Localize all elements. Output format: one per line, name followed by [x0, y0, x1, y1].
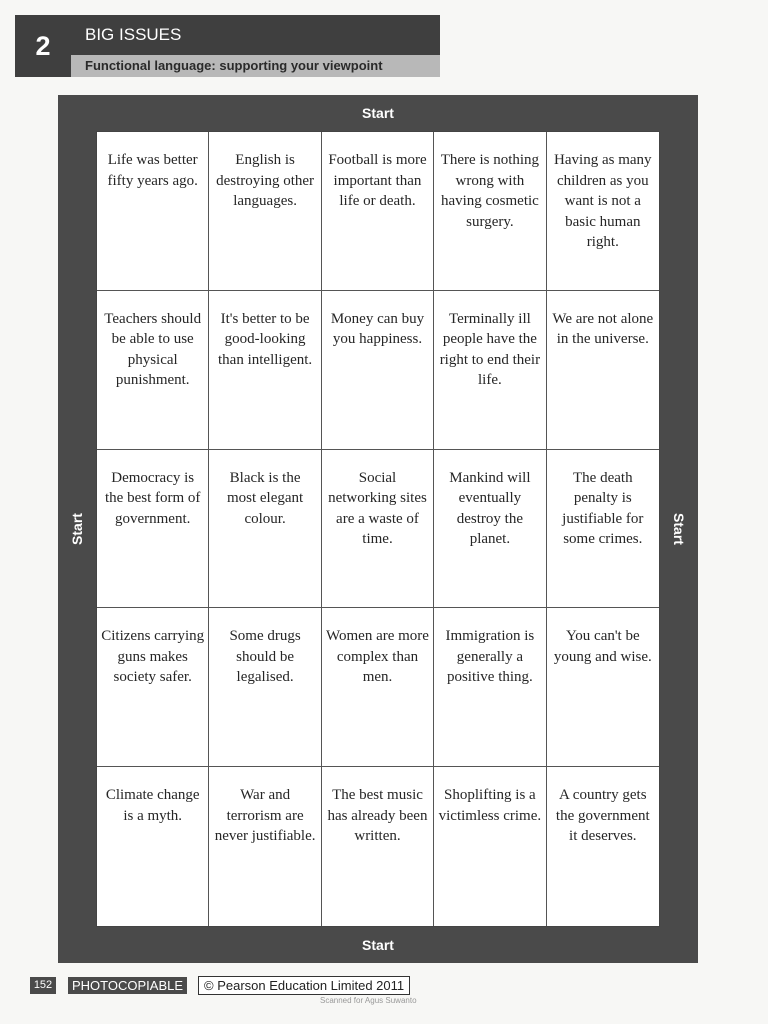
statement-text: We are not alone in the universe. [552, 310, 654, 348]
statement-cell [434, 767, 546, 926]
statement-cell [547, 132, 659, 291]
statement-text: Having as many children as you want is not a basic human right. [554, 152, 652, 250]
statement-cell [209, 291, 321, 450]
statement-text: Some drugs should be legalised. [229, 628, 301, 686]
start-label-right-text: Start [671, 513, 687, 545]
statement-cell [434, 291, 546, 450]
statement-cell [434, 608, 546, 767]
statement-text: Terminally ill people have the right to end their life. [439, 310, 541, 389]
statement-cell [547, 767, 659, 926]
statement-text: It's better to be good-looking than intelligent. [218, 310, 313, 368]
statement-text: Black is the most elegant colour. [226, 469, 304, 527]
start-label-left-text: Start [69, 513, 85, 545]
statement-text: Women are more complex than men. [326, 628, 429, 686]
statement-text: Football is more important than life or death. [328, 152, 427, 209]
statement-text: Teachers should be able to use physical punishment. [104, 310, 202, 389]
statement-cell [322, 291, 434, 450]
statement-cell [97, 291, 209, 450]
statement-text: Life was better fifty years ago. [107, 152, 198, 189]
start-label-right [660, 131, 698, 927]
statement-text: Democracy is the best form of government. [105, 469, 201, 527]
page-number: 152 [30, 977, 56, 994]
statement-text: Immigration is generally a positive thing. [445, 628, 535, 686]
statement-cell [97, 608, 209, 767]
statement-cell [547, 450, 659, 609]
statement-cell [434, 450, 546, 609]
statement-text: Money can buy you happiness. [330, 310, 425, 348]
statement-cell [547, 608, 659, 767]
statement-text: There is nothing wrong with having cosmetic surgery. [440, 152, 540, 230]
start-label-left [58, 131, 96, 927]
statement-cell [434, 132, 546, 291]
statement-text: The death penalty is justifiable for some crimes. [562, 469, 644, 548]
game-board [58, 95, 698, 963]
statement-cell [97, 767, 209, 926]
photocopiable-label: PHOTOCOPIABLE [68, 977, 187, 994]
statement-text: War and terrorism are never justifiable. [214, 787, 316, 845]
statement-text: You can't be young and wise. [553, 628, 652, 665]
unit-title: BIG ISSUES [71, 15, 440, 55]
statement-cell [322, 450, 434, 609]
statement-text: Climate change is a myth. [105, 787, 200, 824]
statement-text: Social networking sites are a waste of time. [328, 469, 427, 548]
scanned-note: Scanned for Agus Suwanto [320, 996, 417, 1005]
statement-cell [547, 291, 659, 450]
statement-cell [322, 608, 434, 767]
statement-cell [209, 132, 321, 291]
statement-grid [96, 131, 660, 927]
statement-cell [97, 450, 209, 609]
copyright-notice: © Pearson Education Limited 2011 [198, 976, 410, 995]
unit-subtitle: Functional language: supporting your viewpoint [71, 55, 440, 77]
statement-cell [209, 450, 321, 609]
statement-text: English is destroying other languages. [216, 152, 315, 209]
statement-text: Shoplifting is a victimless crime. [438, 787, 542, 824]
start-label-bottom: Start [362, 937, 394, 953]
statement-cell [209, 608, 321, 767]
unit-number-badge: 2 [15, 15, 71, 77]
statement-text: Citizens carrying guns makes society safer. [101, 628, 205, 686]
statement-cell [322, 767, 434, 926]
statement-text: A country gets the government it deserves. [555, 787, 650, 845]
start-label-top: Start [362, 105, 394, 121]
statement-cell [97, 132, 209, 291]
statement-cell [322, 132, 434, 291]
statement-text: The best music has already been written. [327, 787, 428, 845]
statement-cell [209, 767, 321, 926]
statement-text: Mankind will eventually destroy the planet. [449, 469, 531, 548]
